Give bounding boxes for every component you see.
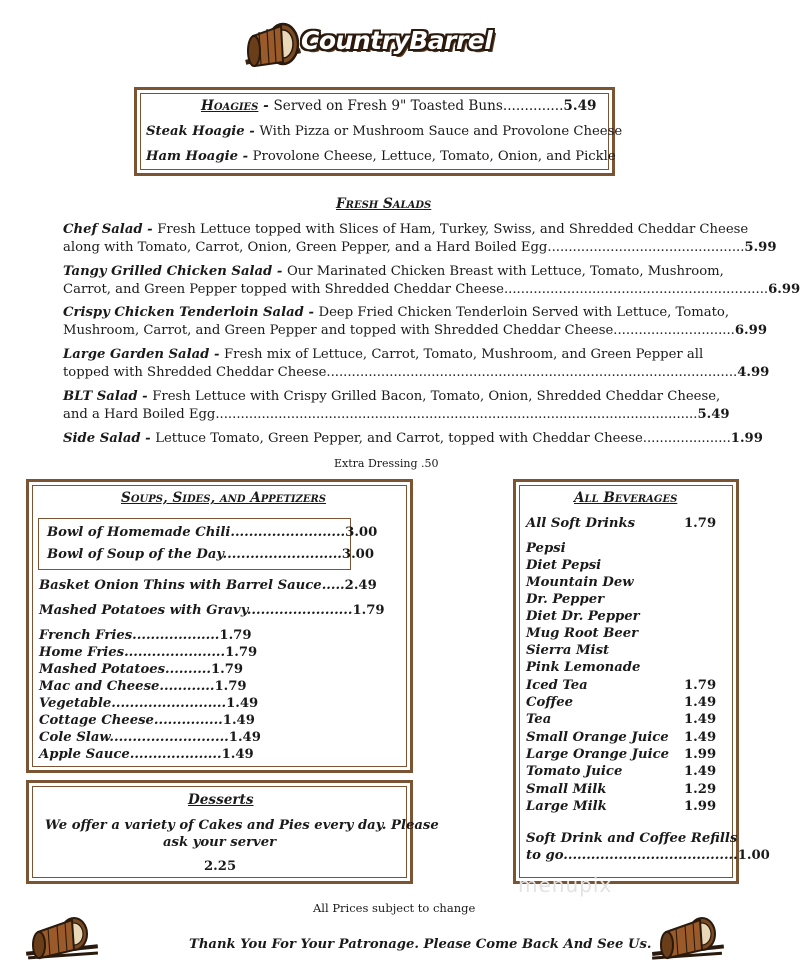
menu-item-cont: Carrot, and Green Pepper topped with Shredded Cheddar Cheese...............................................................6.99 [63, 282, 800, 297]
soda-item: Diet Dr. Pepper [526, 609, 640, 624]
menu-item: BLT Salad - Fresh Lettuce with Crispy Grilled Bacon, Tomato, Onion, Shredded Cheddar Cheese, [63, 389, 721, 404]
bev-item: Large Orange Juice [526, 747, 669, 762]
soda-item: Diet Pepsi [526, 558, 602, 573]
hoagies-desc: Served on Fresh 9" Toasted Buns [273, 98, 503, 114]
soda-item: Sierra Mist [526, 643, 610, 658]
hoagies-header: Hoagies - Served on Fresh 9" Toasted Buns..............5.49 [201, 98, 597, 114]
prices-note: All Prices subject to change [313, 901, 476, 915]
menu-item: Crispy Chicken Tenderloin Salad - Deep Fried Chicken Tenderloin Served with Lettuce, Tomato, [63, 305, 730, 320]
soda-item: Dr. Pepper [526, 592, 605, 607]
side-item: Mashed Potatoes..........1.79 [39, 662, 244, 677]
menu-item: Basket Onion Thins with Barrel Sauce.....2.49 [39, 578, 377, 593]
menu-item: Mashed Potatoes with Gravy.......................1.79 [39, 603, 385, 618]
bev-price: 1.79 [684, 516, 717, 531]
refill-line1: Soft Drink and Coffee Refills [526, 831, 738, 846]
menu-item: Chef Salad - Fresh Lettuce topped with Slices of Ham, Turkey, Swiss, and Shredded Cheddar Cheese [63, 222, 749, 237]
menu-item: Steak Hoagie - With Pizza or Mushroom Sauce and Provolone Cheese [146, 124, 623, 139]
extra-dressing-note: Extra Dressing .50 [334, 457, 439, 470]
bev-item: Iced Tea [526, 678, 588, 693]
soda-item: Pink Lemonade [526, 660, 641, 675]
bev-price: 1.29 [684, 782, 717, 797]
bev-item: Large Milk [526, 799, 607, 814]
menu-item: Bowl of Soup of the Day..........................3.00 [47, 547, 375, 562]
bev-price: 1.49 [684, 764, 717, 779]
menu-item: Side Salad - Lettuce Tomato, Green Pepper, and Carrot, topped with Cheddar Cheese.....................1.99 [63, 431, 763, 446]
bev-item: Tomato Juice [526, 764, 623, 779]
barrel-icon [650, 914, 728, 964]
barrel-icon [22, 914, 100, 964]
beverages-title: All Beverages [574, 490, 678, 506]
desserts-line2: ask your server [163, 835, 277, 850]
side-item: Vegetable.........................1.49 [39, 696, 259, 711]
bev-price: 1.99 [684, 799, 717, 814]
salads-title: Fresh Salads [336, 196, 432, 212]
bev-price: 1.49 [684, 712, 717, 727]
bev-price: 1.99 [684, 747, 717, 762]
side-item: Apple Sauce....................1.49 [39, 747, 254, 762]
soda-item: Mountain Dew [526, 575, 634, 590]
bev-item: Coffee [526, 695, 573, 710]
bev-price: 1.49 [684, 695, 717, 710]
menu-item: Tangy Grilled Chicken Salad - Our Marinated Chicken Breast with Lettuce, Tomato, Mushroom, [63, 264, 724, 279]
menu-item-cont: and a Hard Boiled Egg...................................................................................................................5.49 [63, 407, 730, 422]
desserts-title: Desserts [188, 792, 254, 808]
soda-item: Mug Root Beer [526, 626, 639, 641]
side-item: French Fries...................1.79 [39, 628, 252, 643]
brand-logo [243, 18, 507, 74]
side-item: Cole Slaw..........................1.49 [39, 730, 261, 745]
bev-item: Small Milk [526, 782, 607, 797]
menu-item-cont: Mushroom, Carrot, and Green Pepper and topped with Shredded Cheddar Cheese.............................6.99 [63, 323, 767, 338]
bev-item: Small Orange Juice [526, 730, 669, 745]
brand-name: CountryBarrel [301, 26, 493, 55]
hoagies-price: 5.49 [563, 98, 597, 114]
desserts-price: 2.25 [204, 859, 237, 874]
side-item: Cottage Cheese...............1.49 [39, 713, 255, 728]
side-item: Mac and Cheese............1.79 [39, 679, 247, 694]
menu-item-cont: topped with Shredded Cheddar Cheese..................................................................................................4.99 [63, 365, 770, 380]
menu-item-cont: along with Tomato, Carrot, Onion, Green Pepper, and a Hard Boiled Egg...............................................5.99 [63, 240, 777, 255]
bev-item: Tea [526, 712, 552, 727]
soups-title: Soups, Sides, and Appetizers [121, 490, 327, 506]
side-item: Home Fries......................1.79 [39, 645, 258, 660]
bev-price: 1.79 [684, 678, 717, 693]
hoagies-title: Hoagies [201, 98, 259, 114]
watermark: menupix [518, 873, 613, 897]
refill-line2: to go......................................1.00 [526, 848, 770, 863]
menu-item: Large Garden Salad - Fresh mix of Lettuce, Carrot, Tomato, Mushroom, and Green Pepper all [63, 347, 704, 362]
thank-you: Thank You For Your Patronage. Please Come Back And See Us. [189, 937, 652, 952]
bev-item: All Soft Drinks [526, 516, 636, 531]
menu-item: Ham Hoagie - Provolone Cheese, Lettuce, Tomato, Onion, and Pickle [146, 149, 616, 164]
menu-item: Bowl of Homemade Chili.........................3.00 [47, 525, 378, 540]
barrel-icon [243, 18, 303, 74]
desserts-line1: We offer a variety of Cakes and Pies every day. Please [45, 818, 439, 833]
soda-item: Pepsi [526, 541, 566, 556]
bev-price: 1.49 [684, 730, 717, 745]
